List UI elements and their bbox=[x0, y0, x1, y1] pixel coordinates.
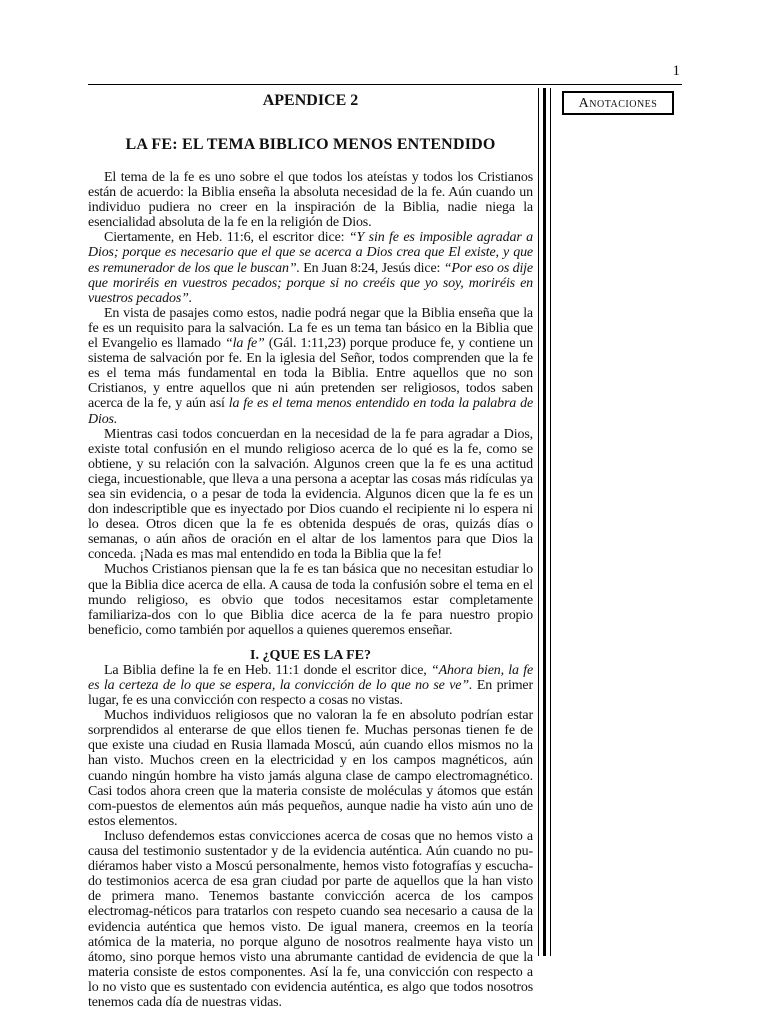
annotations-box: Anotaciones bbox=[562, 91, 674, 115]
body-paragraph bbox=[88, 230, 533, 305]
column-divider bbox=[543, 88, 546, 956]
main-column bbox=[88, 90, 533, 1010]
body-text: Ciertamente, en Heb. 11:6, el escritor dice: bbox=[104, 230, 349, 246]
section-title: I. ¿QUE ES LA FE? bbox=[250, 647, 371, 663]
body-text: (Gál. 1:11,23) porque produce fe, y contiene un sistema de salvación por fe. En la iglesia del Señor, todos comprenden que la fe es el tema más fundamental en toda la Biblia. Entre aquellos que no son Cristianos, y entre aquellos que ni aún pretenden ser religiosos, todos saben acerca de la fe, y aún así bbox=[88, 336, 533, 412]
body-text: En primer lugar, fe es una convicción con respecto a cosas no vistas. bbox=[88, 678, 534, 709]
quotation-text: “Ahora bien, la fe es la certeza de lo que se espera, la convicción de lo que no se ve”. bbox=[88, 662, 534, 693]
column-divider bbox=[550, 88, 551, 956]
intro-paragraphs bbox=[88, 170, 533, 638]
appendix-title: APENDICE 2 bbox=[262, 92, 359, 109]
body-paragraph bbox=[88, 708, 533, 829]
body-paragraph bbox=[88, 306, 533, 427]
top-rule bbox=[88, 84, 682, 85]
body-paragraph bbox=[88, 562, 533, 637]
page-number: 1 bbox=[672, 63, 680, 79]
chapter-subtitle: LA FE: EL TEMA BIBLICO MENOS ENTENDIDO bbox=[125, 136, 496, 153]
column-divider bbox=[538, 88, 539, 956]
body-text: Muchos Cristianos piensan que la fe es tan básica que no necesitan estudiar lo que la Biblia dice acerca de ella. A causa de toda la confusión sobre el tema en el mundo religioso, es obvio que todos necesitamos estar completamente familiariza-dos con lo que Biblia dice acerca de la fe para nuestro propio beneficio, como también por aquellos a quienes queremos enseñar. bbox=[88, 562, 533, 638]
body-text: La Biblia define la fe en Heb. 11:1 donde el escritor dice, bbox=[104, 662, 431, 678]
body-paragraph bbox=[88, 663, 533, 708]
body-text: Mientras casi todos concuerdan en la necesidad de la fe para agradar a Dios, existe total confusión en el mundo religioso acerca de lo qué es la fe, como se obtiene, y su relación con la salvación. Algunos creen que la fe es una actitud ciega, incuestionable, que lleva a una persona a aceptar las cosas más ridículas ya sea sin evidencia, o a pesar de toda la evidencia. Algunos dicen que la fe es un don indescriptible que es inyectado por Dios cuando el recipiente ni lo espera ni lo desea. Otros dicen que la fe es obtenida después de oras, quizás días o semanas, o aún años de oración en el altar de los lamentos para que Dios la conceda. ¡Nada es mas mal entendido en toda la Biblia que la fe! bbox=[88, 426, 533, 563]
quotation-text: la fe es el tema menos entendido en toda la palabra de Dios. bbox=[88, 396, 534, 427]
body-text: En vista de pasajes como estos, nadie podrá negar que la Biblia enseña que la fe es un requisito para la salvación. La fe es un tema tan básico en la Biblia que el Evangelio es llamado bbox=[88, 305, 533, 352]
body-text: En Juan 8:24, Jesús dice: bbox=[299, 260, 444, 276]
quotation-text: “Y sin fe es imposible agradar a Dios; porque es necesario que el que se acerca a Dios crea que El existe, y que es remunerador de los que le buscan”. bbox=[88, 230, 533, 276]
body-text: El tema de la fe es uno sobre el que todos los ateístas y todos los Cristianos están de acuerdo: la Biblia enseña la absoluta necesidad de la fe. Aún cuando un individuo pudiera no creer en la inspiración de la Biblia, nadie niega la esencialidad absoluta de la fe en la religión de Dios. bbox=[88, 170, 533, 231]
body-text: Muchos individuos religiosos que no valoran la fe en absoluto podrían estar sorprendidos al enterarse de que ellos tienen fe. Muchas personas tienen fe de que existe una ciudad en Rusia llamada Moscú, aún cuando ellos mismos no la han visto. Muchos creen en la electricidad y en los campos magnéticos, aún cuando ningún hombre ha visto jamás alguna clase de campo electromagnético. Casi todos ahora creen que la materia consiste de moléculas y átomos que están com-puestos de elementos aún más pequeños, aunque nadie ha visto aún uno de estos elementos. bbox=[88, 708, 533, 829]
quotation-text: “la fe” bbox=[224, 336, 265, 352]
body-paragraph bbox=[88, 427, 533, 563]
quotation-text: “Por eso os dije que moriréis en vuestros pecados; porque si no creéis que yo soy, moriréis en vuestros pecados”. bbox=[88, 260, 533, 306]
body-paragraph bbox=[88, 170, 533, 230]
body-text: Incluso defendemos estas convicciones acerca de cosas que no hemos visto a causa del testimonio sustentador y de la evidencia auténtica. Aún cuando no pu-diéramos haber visto a Moscú personalmente, hemos visto fotografías y escucha-do testimonios acerca de esa gran ciudad por parte de aquellos que la han visto de primera mano. Tenemos bastante convicción acerca de los campos electromag-néticos para tratarlos con respeto cuando sea necesario a causa de la evidencia auténtica que hemos visto. De igual manera, creemos en la teoría atómica de la materia, no porque alguno de nosotros realmente haya visto un átomo, sino porque hemos visto una abrumante cantidad de evidencia de que la materia consiste de estos componentes. Así la fe, una convicción con respecto a lo no visto que es sustentado con evidencia auténtica, es algo que todos nosotros tenemos cada día de nuestras vidas. bbox=[88, 828, 533, 1010]
section-paragraphs bbox=[88, 663, 533, 1010]
body-paragraph bbox=[88, 829, 533, 1010]
